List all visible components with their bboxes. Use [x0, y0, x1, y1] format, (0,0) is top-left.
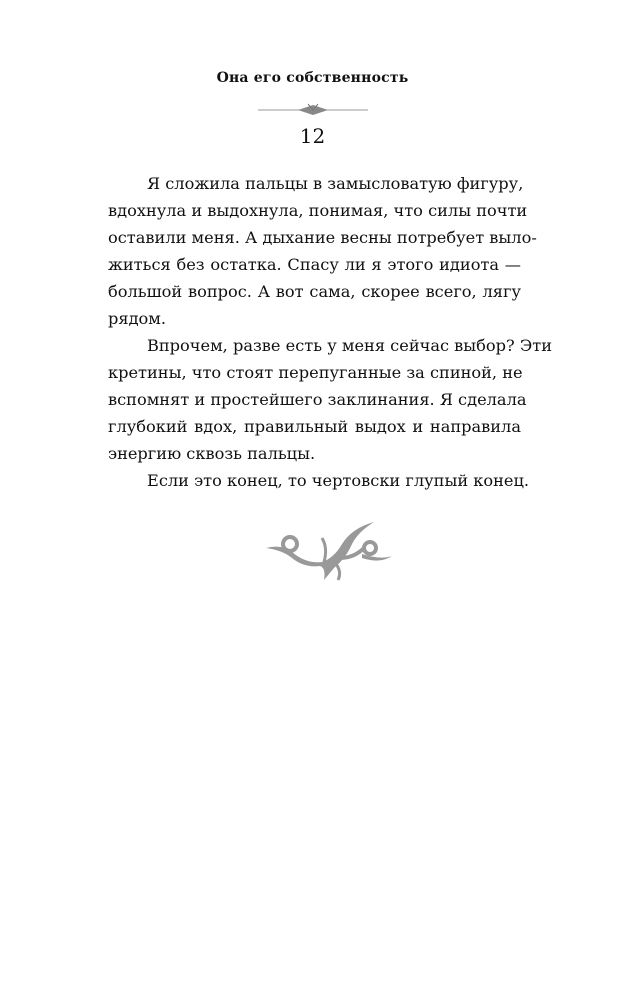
- header-divider-icon: [258, 103, 368, 117]
- floral-flourish-icon: [262, 518, 396, 582]
- paragraph: [108, 467, 530, 494]
- paragraph: [108, 170, 537, 332]
- text-line: вдохнула и выдохнула, понимая, что силы почти: [108, 201, 528, 220]
- running-title: Она его собственность: [216, 70, 409, 86]
- text-line: глубокий вдох, правильный выдох и направила: [108, 417, 521, 436]
- text-line: энергию сквозь пальцы.: [108, 444, 316, 463]
- text-line: большой вопрос. А вот сама, скорее всего, лягу: [108, 282, 521, 301]
- text-line: оставили меня. А дыхание весны потребует выло-: [108, 228, 537, 247]
- text-line: вспомнят и простейшего заклинания. Я сделала: [108, 390, 527, 409]
- body-text: [108, 170, 552, 494]
- text-line: Впрочем, разве есть у меня сейчас выбор? Эти: [147, 336, 552, 355]
- text-line: Если это конец, то чертовски глупый конец.: [147, 471, 530, 490]
- text-line: рядом.: [108, 309, 167, 328]
- text-line: житься без остатка. Спасу ли я этого идиота —: [108, 255, 521, 274]
- text-line: Я сложила пальцы в замысловатую фигуру,: [147, 174, 524, 193]
- paragraph: [108, 332, 552, 467]
- page-number: 12: [299, 124, 326, 148]
- text-line: кретины, что стоят перепуганные за спиной, не: [108, 363, 523, 382]
